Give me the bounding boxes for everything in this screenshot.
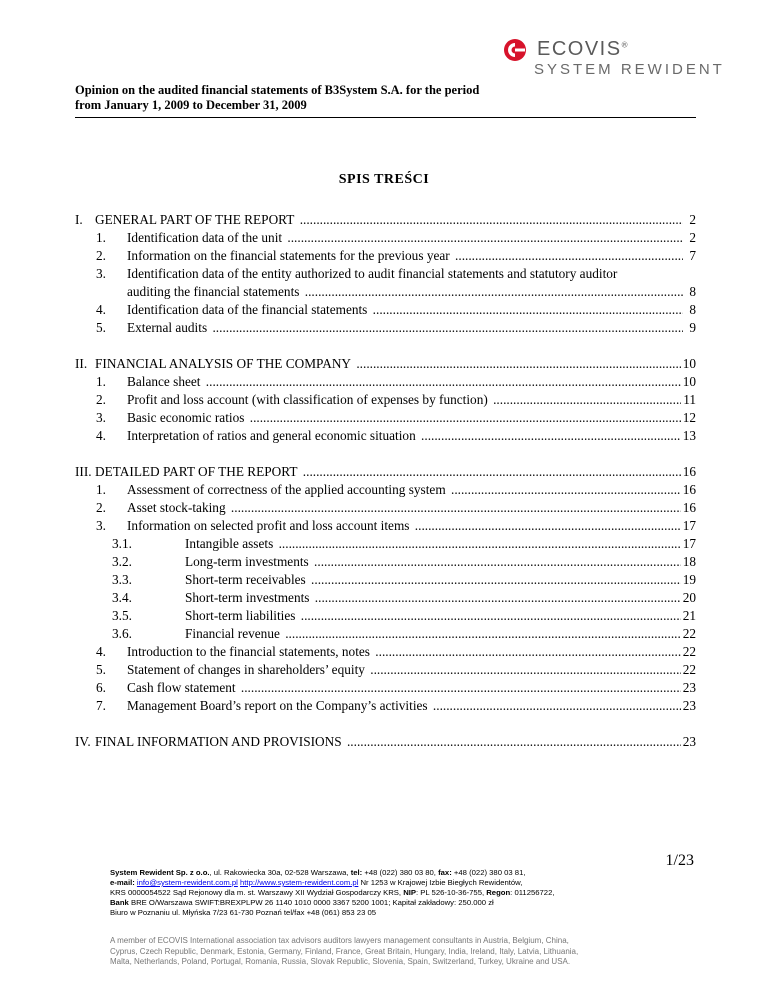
- toc-entry-label: Identification data of the entity authorized to audit financial statements and statutory auditor: [127, 266, 618, 281]
- footer-line-5: Biuro w Poznaniu ul. Młyńska 7/23 61-730 Poznań tel/fax +48 (061) 853 23 05: [110, 908, 377, 917]
- toc-entry-section-2[interactable]: II. FINANCIAL ANALYSIS OF THE COMPANY ..... 10: [75, 355, 696, 373]
- toc-entry-page: 2: [689, 230, 696, 245]
- toc-entry-page: 23: [682, 698, 696, 713]
- toc-entry-page: 17: [682, 536, 696, 551]
- toc-entry-2-2[interactable]: 2. Profit and loss account (with classification of expenses by function) ..... 11: [75, 391, 696, 409]
- footer-line-1: System Rewident Sp. z o.o., ul. Rakowiecka 30a, 02-528 Warszawa, tel: +48 (022) 380 03 80, fax: +48 (022) 380 03 81,: [110, 868, 526, 877]
- toc-entry-3-4[interactable]: 4. Introduction to the financial statements, notes ..... 22: [75, 643, 696, 661]
- toc-entry-2-4[interactable]: 4. Interpretation of ratios and general economic situation ..... 13: [75, 427, 696, 445]
- toc-entry-label: Identification data of the financial statements: [127, 302, 368, 317]
- document-header: [75, 83, 695, 113]
- toc-entry-2-1[interactable]: 1. Balance sheet ..... 10: [75, 373, 696, 391]
- toc-entry-page: 16: [682, 500, 696, 515]
- toc-entry-label: Assessment of correctness of the applied accounting system: [127, 482, 446, 497]
- toc-entry-3-7[interactable]: 7. Management Board’s report on the Company’s activities ..... 23: [75, 697, 696, 715]
- toc-entry-3-3-5[interactable]: 3.5. Short-term liabilities ..... 21: [75, 607, 696, 625]
- toc-entry-3-1[interactable]: 1. Assessment of correctness of the applied accounting system ..... 16: [75, 481, 696, 499]
- toc-entry-label: Interpretation of ratios and general economic situation: [127, 428, 416, 443]
- toc-entry-label: Long-term investments: [185, 554, 309, 569]
- toc-entry-page: 19: [682, 572, 696, 587]
- toc-entry-section-3[interactable]: III. DETAILED PART OF THE REPORT ..... 16: [75, 463, 696, 481]
- membership-note: A member of ECOVIS International association tax advisors auditors lawyers management consultants in Austria, Belgium, China, Cyprus, Czech Republic, Denmark, Estonia, Germany, Finland, France, Great Britain, Hungary, India, Ireland, Italy, Latvia, Lithuania, Malta, Netherlands, Poland, Portugal, Romania, Russia, Slovak Republic, Slovenia, Spain, Switzerland, Turkey, Ukraine and USA.: [110, 936, 579, 966]
- toc-entry-1-1[interactable]: 1. Identification data of the unit ..... 2: [75, 229, 696, 247]
- ecovis-logo: [503, 38, 725, 78]
- toc-entry-1-3[interactable]: 3. Identification data of the entity authorized to audit financial statements and statutory auditor: [96, 266, 618, 281]
- toc-entry-page: 10: [682, 374, 696, 389]
- header-divider: [75, 117, 696, 118]
- toc-entry-label: Information on the financial statements for the previous year: [127, 248, 450, 263]
- toc-entry-3-3-6[interactable]: 3.6. Financial revenue ..... 22: [75, 625, 696, 643]
- toc-entry-label: Short-term receivables: [185, 572, 306, 587]
- company-footer: [110, 868, 710, 918]
- toc-entry-page: 9: [689, 320, 696, 335]
- toc-entry-page: 16: [682, 482, 696, 497]
- toc-entry-label: Introduction to the financial statements, notes: [127, 644, 370, 659]
- toc-entry-page: 22: [682, 626, 696, 641]
- header-line-1: Opinion on the audited financial statements of B3System S.A. for the period: [75, 83, 480, 97]
- toc-entry-label: Balance sheet: [127, 374, 201, 389]
- toc-entry-label: Management Board’s report on the Company’s activities: [127, 698, 428, 713]
- toc-entry-1-4[interactable]: 4. Identification data of the financial statements ..... 8: [75, 301, 696, 319]
- toc-entry-label: Information on selected profit and loss account items: [127, 518, 410, 533]
- toc-entry-page: 17: [682, 518, 696, 533]
- toc-entry-1-3-continued[interactable]: [75, 283, 696, 301]
- toc-entry-label: External audits: [127, 320, 208, 335]
- website-link[interactable]: http://www.system-rewident.com.pl: [240, 878, 359, 887]
- toc-entry-3-3-2[interactable]: 3.2. Long-term investments ..... 18: [75, 553, 696, 571]
- toc-entry-label: Cash flow statement: [127, 680, 236, 695]
- toc-entry-page: 8: [689, 302, 696, 317]
- toc-entry-label: Financial revenue: [185, 626, 280, 641]
- toc-entry-page: 20: [682, 590, 696, 605]
- toc-entry-label: Statement of changes in shareholders’ equity: [127, 662, 365, 677]
- toc-entry-page: 12: [682, 410, 696, 425]
- toc-entry-page: 13: [682, 428, 696, 443]
- toc-entry-3-3-4[interactable]: 3.4. Short-term investments ..... 20: [75, 589, 696, 607]
- toc-entry-label: DETAILED PART OF THE REPORT: [95, 464, 298, 479]
- toc-entry-label: Identification data of the unit: [127, 230, 283, 245]
- toc-entry-label: FINANCIAL ANALYSIS OF THE COMPANY: [95, 356, 352, 371]
- toc-entry-label: auditing the financial statements: [127, 284, 300, 299]
- toc-entry-label: Profit and loss account (with classification of expenses by function): [127, 392, 488, 407]
- toc-entry-label: Basic economic ratios: [127, 410, 245, 425]
- toc-entry-page: 22: [682, 644, 696, 659]
- footer-line-3: KRS 0000054522 Sąd Rejonowy dla m. st. Warszawy XII Wydział Gospodarczy KRS, NIP: PL 526-10-36-755, Regon: 011256722,: [110, 888, 555, 897]
- toc-entry-page: 21: [682, 608, 696, 623]
- email-link[interactable]: info@system-rewident.com.pl: [136, 878, 238, 887]
- toc-entry-3-5[interactable]: 5. Statement of changes in shareholders’ equity ..... 22: [75, 661, 696, 679]
- logo-subtitle: SYSTEM REWIDENT: [534, 61, 725, 78]
- toc-entry-label: FINAL INFORMATION AND PROVISIONS: [95, 734, 342, 749]
- toc-entry-page: 10: [682, 356, 696, 371]
- toc-entry-3-2[interactable]: 2. Asset stock-taking ..... 16: [75, 499, 696, 517]
- toc-entry-label: GENERAL PART OF THE REPORT: [95, 212, 295, 227]
- toc-entry-label: Intangible assets: [185, 536, 274, 551]
- toc-entry-label: Asset stock-taking: [127, 500, 226, 515]
- toc-entry-page: 23: [682, 734, 696, 749]
- toc-entry-1-5[interactable]: 5. External audits ..... 9: [75, 319, 696, 337]
- toc-entry-section-4[interactable]: IV. FINAL INFORMATION AND PROVISIONS ..... 23: [75, 733, 696, 751]
- toc-entry-3-3[interactable]: 3. Information on selected profit and loss account items ..... 17: [75, 517, 696, 535]
- toc-title: SPIS TREŚCI: [338, 172, 430, 187]
- ecovis-logo-icon: [503, 38, 533, 62]
- toc-entry-1-2[interactable]: 2. Information on the financial statements for the previous year ..... 7: [75, 247, 696, 265]
- toc-entry-3-3-3[interactable]: 3.3. Short-term receivables ..... 19: [75, 571, 696, 589]
- toc-entry-page: 11: [683, 392, 696, 407]
- footer-line-4: Bank BRE O/Warszawa SWIFT:BREXPLPW 26 1140 1010 0000 3367 5200 1001; Kapitał zakładowy: 250.000 zł: [110, 898, 494, 907]
- toc-entry-page: 8: [689, 284, 696, 299]
- toc-entry-page: 16: [682, 464, 696, 479]
- toc-entry-2-3[interactable]: 3. Basic economic ratios ..... 12: [75, 409, 696, 427]
- toc-entry-page: 23: [682, 680, 696, 695]
- table-of-contents: [75, 211, 696, 751]
- toc-entry-section-1[interactable]: I. GENERAL PART OF THE REPORT ..... 2: [75, 211, 696, 229]
- toc-entry-3-6[interactable]: 6. Cash flow statement ..... 23: [75, 679, 696, 697]
- page-number: 1/23: [665, 852, 694, 869]
- toc-entry-label: Short-term liabilities: [185, 608, 296, 623]
- toc-entry-page: 22: [682, 662, 696, 677]
- logo-brand: ECOVIS®: [537, 38, 629, 60]
- toc-entry-3-3-1[interactable]: 3.1. Intangible assets ..... 17: [75, 535, 696, 553]
- toc-entry-page: 18: [682, 554, 696, 569]
- toc-entry-page: 2: [689, 212, 696, 227]
- header-line-2: from January 1, 2009 to December 31, 2009: [75, 98, 307, 112]
- toc-entry-label: Short-term investments: [185, 590, 310, 605]
- toc-entry-page: 7: [689, 248, 696, 263]
- footer-line-2: e-mail: info@system-rewident.com.pl http://www.system-rewident.com.pl Nr 1253 w Krajowej Izbie Biegłych Rewidentów,: [110, 878, 523, 887]
